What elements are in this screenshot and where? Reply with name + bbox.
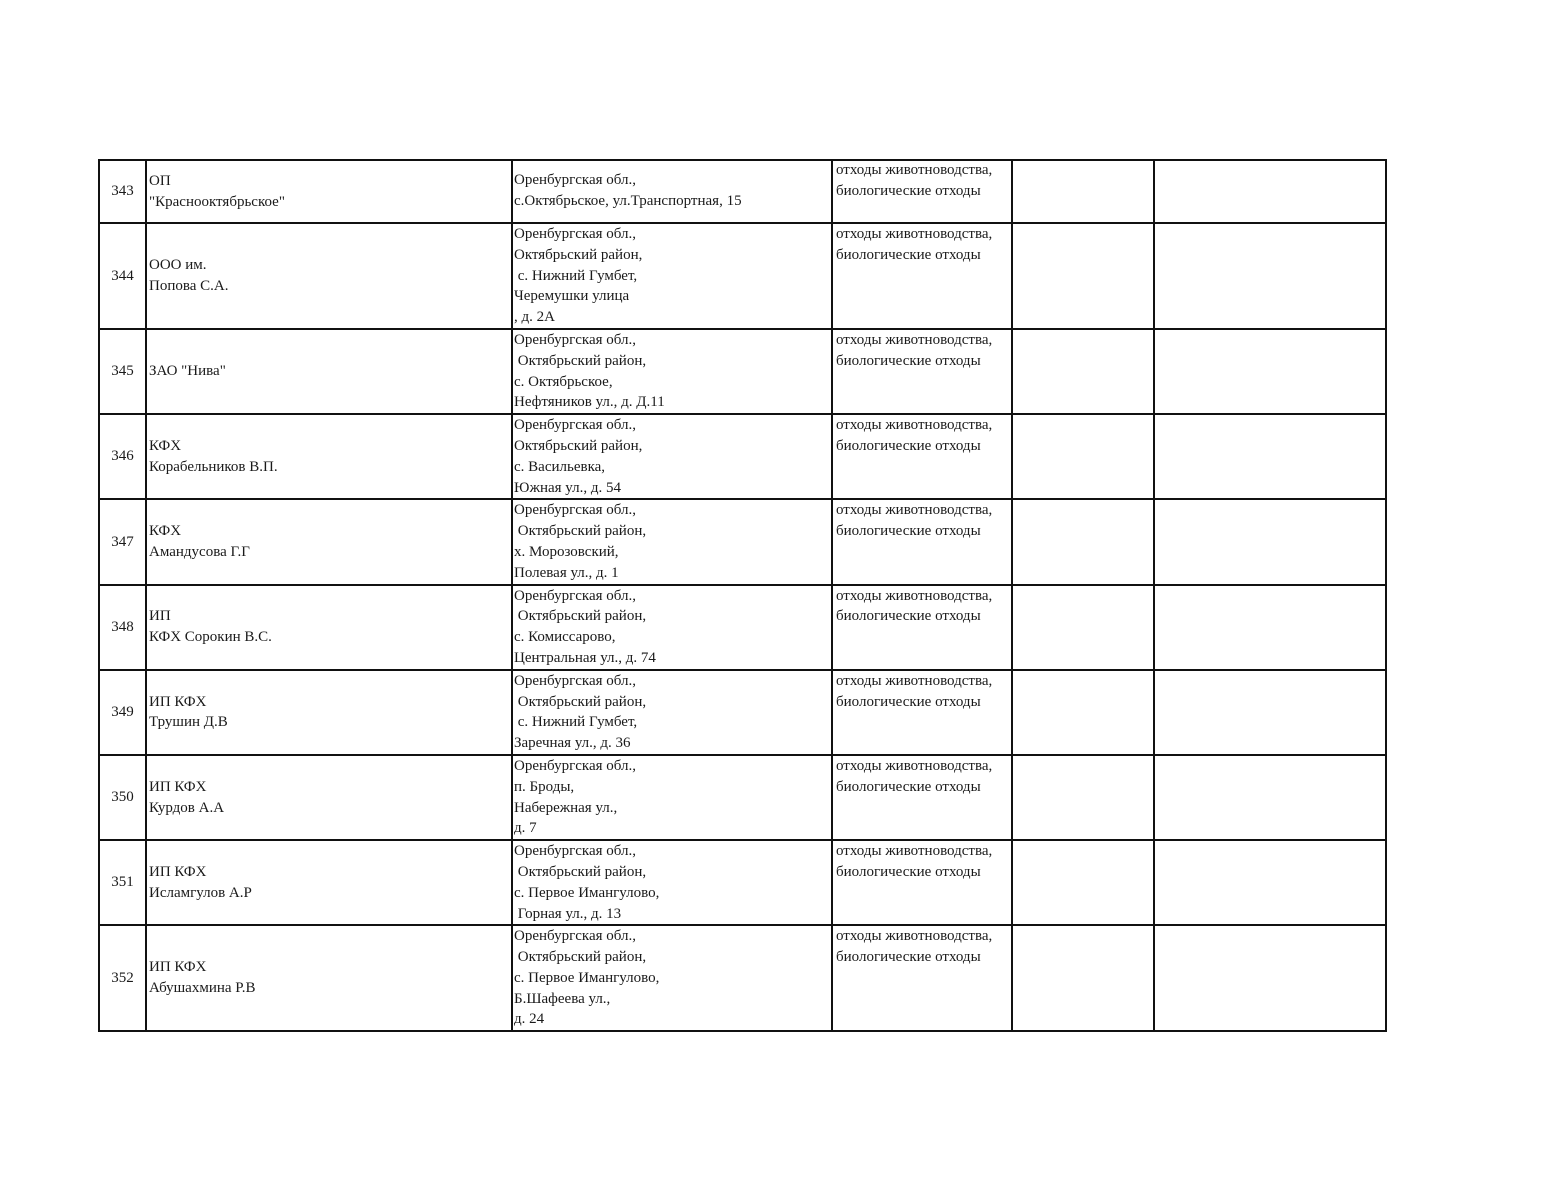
- table-row: [99, 755, 1386, 840]
- address-line: Центральная ул., д. 74: [514, 649, 656, 666]
- waste-type-line: биологические отходы: [836, 608, 981, 625]
- address-line: Горная ул., д. 13: [514, 905, 622, 922]
- waste-type-cell: [832, 329, 1012, 414]
- address-line: Черемушки улица: [514, 288, 630, 305]
- organization-cell: [146, 499, 512, 584]
- address-line: Южная ул., д. 54: [514, 479, 622, 496]
- table-row: [99, 329, 1386, 414]
- address-cell: [512, 414, 832, 499]
- registry-table: [98, 159, 1387, 1032]
- table-row: [99, 414, 1386, 499]
- empty-cell: [1012, 755, 1154, 840]
- organization-line: ИП КФХ: [149, 693, 207, 710]
- waste-type-line: отходы животноводства,: [836, 672, 993, 689]
- row-number: 351: [99, 840, 146, 925]
- address-line: Октябрьский район,: [514, 523, 647, 540]
- address-cell: [512, 840, 832, 925]
- organization-line: "Краснооктябрьское": [149, 193, 285, 210]
- table-row: [99, 925, 1386, 1031]
- address-line: Нефтяников ул., д. Д.11: [514, 394, 665, 411]
- address-line: с. Первое Имангулово,: [514, 884, 660, 901]
- waste-type-cell: [832, 840, 1012, 925]
- empty-cell: [1012, 329, 1154, 414]
- waste-type-line: отходы животноводства,: [836, 331, 993, 348]
- empty-cell: [1012, 585, 1154, 670]
- row-number: 345: [99, 329, 146, 414]
- organization-line: ООО им.: [149, 257, 207, 274]
- address-cell: [512, 670, 832, 755]
- waste-type-cell: [832, 755, 1012, 840]
- table-row: [99, 160, 1386, 223]
- address-cell: [512, 925, 832, 1031]
- organization-line: ОП: [149, 172, 171, 189]
- address-cell: [512, 329, 832, 414]
- waste-type-line: отходы животноводства,: [836, 162, 993, 178]
- organization-cell: [146, 585, 512, 670]
- organization-line: ИП: [149, 608, 171, 625]
- waste-type-line: биологические отходы: [836, 246, 981, 263]
- row-number: 350: [99, 755, 146, 840]
- address-line: Оренбургская обл.,: [514, 672, 636, 689]
- row-number: 344: [99, 223, 146, 329]
- address-line: Заречная ул., д. 36: [514, 735, 631, 752]
- address-line: Октябрьский район,: [514, 608, 647, 625]
- empty-cell: [1154, 414, 1386, 499]
- organization-line: Амандусова Г.Г: [149, 543, 250, 560]
- waste-type-cell: [832, 925, 1012, 1031]
- organization-line: КФХ: [149, 523, 182, 540]
- address-line: Оренбургская обл.,: [514, 587, 636, 604]
- organization-line: Попова С.А.: [149, 277, 229, 294]
- organization-line: Исламгулов А.Р: [149, 884, 252, 901]
- empty-cell: [1012, 223, 1154, 329]
- address-line: Оренбургская обл.,: [514, 226, 636, 242]
- address-line: Оренбургская обл.,: [514, 502, 636, 519]
- row-number: 349: [99, 670, 146, 755]
- address-cell: [512, 160, 832, 223]
- table-row: [99, 585, 1386, 670]
- organization-line: КФХ Сорокин В.С.: [149, 629, 272, 646]
- empty-cell: [1154, 585, 1386, 670]
- organization-cell: [146, 755, 512, 840]
- address-line: Оренбургская обл.,: [514, 928, 636, 945]
- organization-line: ИП КФХ: [149, 959, 207, 976]
- waste-type-cell: [832, 223, 1012, 329]
- address-line: с. Первое Имангулово,: [514, 969, 660, 986]
- waste-type-line: биологические отходы: [836, 523, 981, 540]
- organization-cell: [146, 223, 512, 329]
- waste-type-cell: [832, 585, 1012, 670]
- row-number: 352: [99, 925, 146, 1031]
- address-line: Октябрьский район,: [514, 693, 647, 710]
- waste-type-line: отходы животноводства,: [836, 417, 993, 434]
- address-line: с.Октябрьское, ул.Транспортная, 15: [514, 192, 742, 209]
- waste-type-cell: [832, 414, 1012, 499]
- empty-cell: [1154, 160, 1386, 223]
- empty-cell: [1012, 670, 1154, 755]
- waste-type-cell: [832, 670, 1012, 755]
- address-line: Октябрьский район,: [514, 246, 643, 263]
- empty-cell: [1154, 670, 1386, 755]
- organization-cell: [146, 670, 512, 755]
- address-line: Оренбургская обл.,: [514, 172, 636, 188]
- waste-type-line: биологические отходы: [836, 352, 981, 369]
- waste-type-cell: [832, 160, 1012, 223]
- organization-line: ИП КФХ: [149, 863, 207, 880]
- row-number: 347: [99, 499, 146, 584]
- address-line: Октябрьский район,: [514, 863, 647, 880]
- waste-type-line: биологические отходы: [836, 949, 981, 966]
- address-line: Оренбургская обл.,: [514, 757, 636, 774]
- table-row: [99, 499, 1386, 584]
- address-line: с. Комиссарово,: [514, 629, 616, 646]
- address-line: Набережная ул.,: [514, 799, 618, 816]
- waste-type-line: биологические отходы: [836, 182, 981, 199]
- address-line: д. 24: [514, 1011, 545, 1028]
- waste-type-line: отходы животноводства,: [836, 928, 993, 945]
- empty-cell: [1012, 499, 1154, 584]
- organization-cell: [146, 160, 512, 223]
- address-line: с. Нижний Гумбет,: [514, 714, 638, 731]
- address-line: с. Васильевка,: [514, 458, 606, 475]
- organization-cell: [146, 925, 512, 1031]
- address-cell: [512, 585, 832, 670]
- registry-table-body: [99, 160, 1386, 1031]
- organization-line: Трушин Д.В: [149, 714, 228, 731]
- address-line: Оренбургская обл.,: [514, 331, 636, 348]
- address-line: Октябрьский район,: [514, 949, 647, 966]
- row-number: 346: [99, 414, 146, 499]
- empty-cell: [1154, 329, 1386, 414]
- row-number: 343: [99, 160, 146, 223]
- address-line: Оренбургская обл.,: [514, 417, 636, 434]
- address-line: Октябрьский район,: [514, 437, 643, 454]
- table-row: [99, 223, 1386, 329]
- empty-cell: [1012, 160, 1154, 223]
- waste-type-line: отходы животноводства,: [836, 587, 993, 604]
- organization-cell: [146, 840, 512, 925]
- address-cell: [512, 499, 832, 584]
- address-line: д. 7: [514, 820, 537, 837]
- empty-cell: [1154, 499, 1386, 584]
- organization-line: КФХ: [149, 437, 182, 454]
- organization-line: Курдов А.А: [149, 799, 225, 816]
- organization-line: ИП КФХ: [149, 778, 207, 795]
- waste-type-line: биологические отходы: [836, 778, 981, 795]
- organization-cell: [146, 414, 512, 499]
- address-line: Октябрьский район,: [514, 352, 647, 369]
- address-line: Б.Шафеева ул.,: [514, 990, 611, 1007]
- organization-line: Абушахмина Р.В: [149, 980, 256, 997]
- empty-cell: [1012, 925, 1154, 1031]
- address-cell: [512, 223, 832, 329]
- waste-type-line: биологические отходы: [836, 437, 981, 454]
- waste-type-line: отходы животноводства,: [836, 843, 993, 860]
- address-line: , д. 2А: [514, 309, 555, 326]
- registry-sheet: [98, 159, 1387, 1032]
- address-cell: [512, 755, 832, 840]
- waste-type-line: отходы животноводства,: [836, 226, 993, 242]
- organization-cell: [146, 329, 512, 414]
- address-line: с. Нижний Гумбет,: [514, 267, 638, 284]
- address-line: Оренбургская обл.,: [514, 843, 636, 860]
- empty-cell: [1154, 755, 1386, 840]
- address-line: х. Морозовский,: [514, 543, 619, 560]
- empty-cell: [1154, 840, 1386, 925]
- empty-cell: [1012, 414, 1154, 499]
- waste-type-line: биологические отходы: [836, 863, 981, 880]
- address-line: п. Броды,: [514, 778, 575, 795]
- address-line: Полевая ул., д. 1: [514, 564, 619, 581]
- empty-cell: [1154, 223, 1386, 329]
- waste-type-line: биологические отходы: [836, 693, 981, 710]
- table-row: [99, 840, 1386, 925]
- empty-cell: [1012, 840, 1154, 925]
- table-row: [99, 670, 1386, 755]
- empty-cell: [1154, 925, 1386, 1031]
- waste-type-line: отходы животноводства,: [836, 502, 993, 519]
- row-number: 348: [99, 585, 146, 670]
- address-line: с. Октябрьское,: [514, 373, 613, 390]
- organization-line: ЗАО "Нива": [149, 363, 226, 380]
- organization-line: Корабельников В.П.: [149, 458, 278, 475]
- waste-type-line: отходы животноводства,: [836, 757, 993, 774]
- waste-type-cell: [832, 499, 1012, 584]
